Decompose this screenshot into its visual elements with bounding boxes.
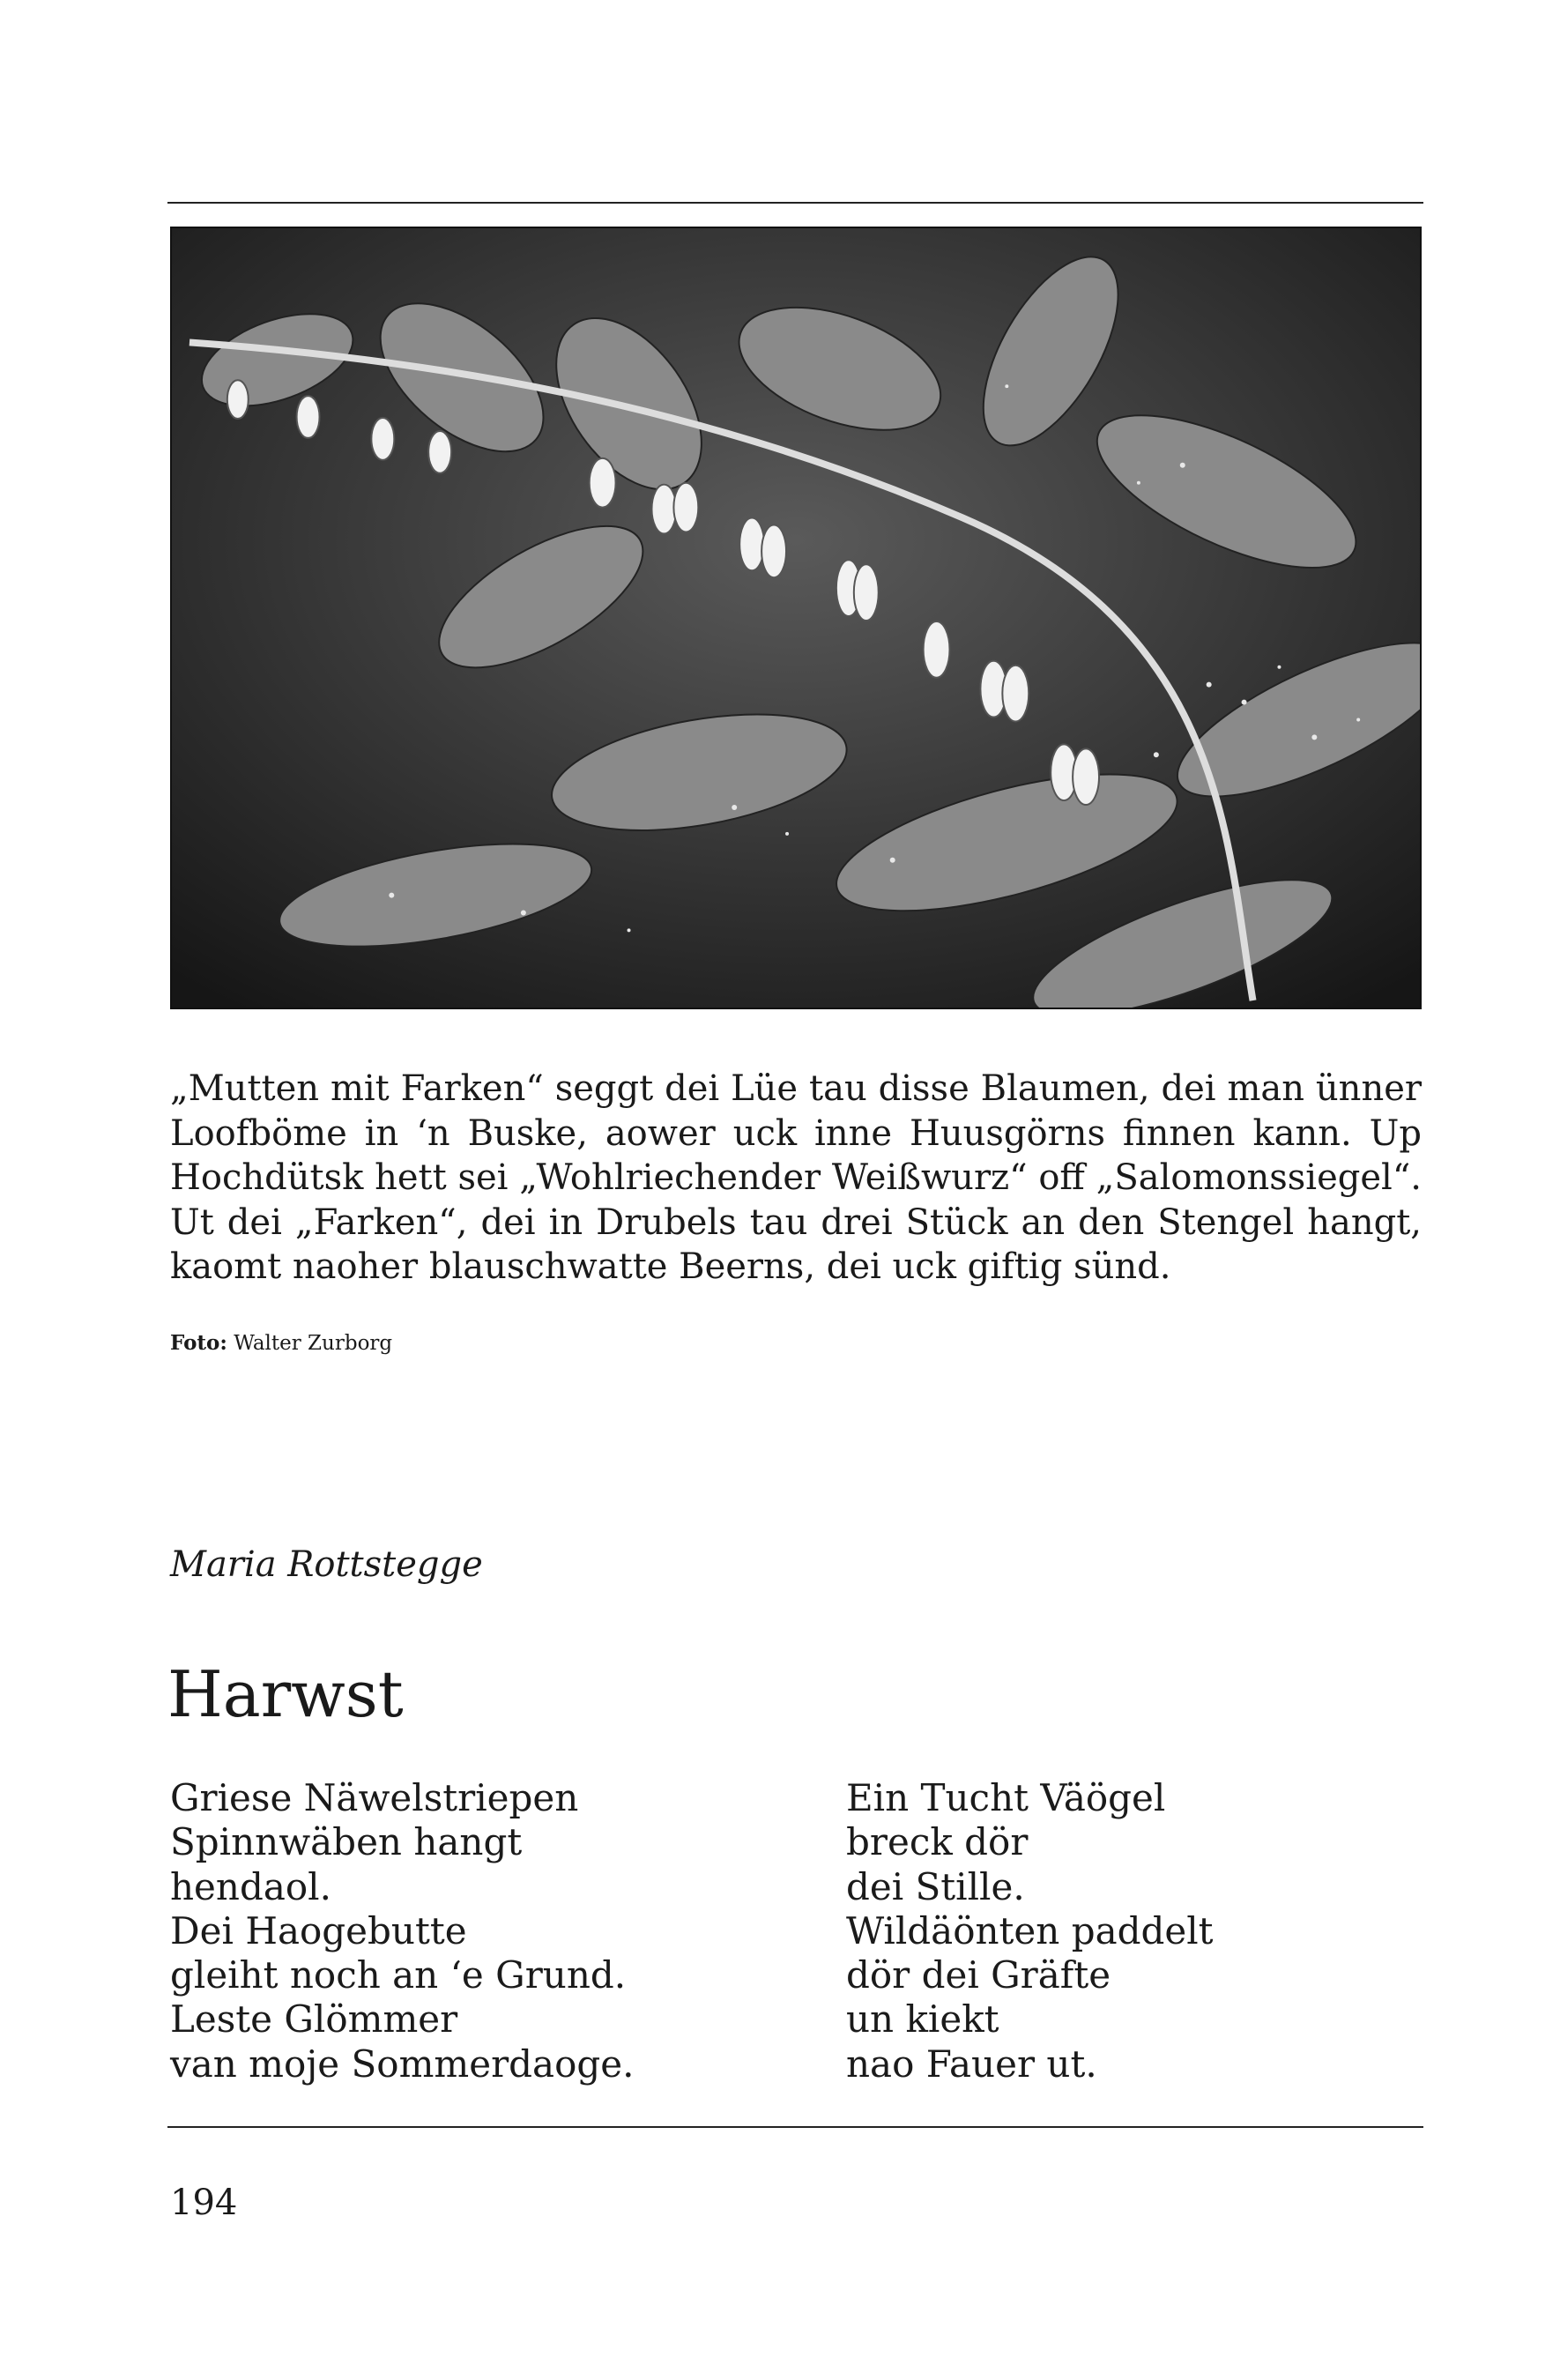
poem-line: Spinnwäben hangt <box>170 1820 523 1864</box>
flower-photo <box>170 227 1422 1009</box>
page-number: 194 <box>170 2183 238 2223</box>
poem-left-column <box>170 1776 634 2086</box>
poem-line: Griese Näwelstriepen <box>170 1776 579 1819</box>
top-rule <box>167 202 1423 204</box>
poem-right-column <box>846 1776 1214 2086</box>
poem-line: dör dei Gräfte <box>846 1953 1111 1997</box>
credit-label: Foto: <box>170 1331 227 1355</box>
photo-caption: „Mutten mit Farken“ seggt dei Lüe tau disse Blaumen, dei man ünner Loofböme in ‘n Buske, aower uck inne Huusgörns finnen kann. Up Hochdütsk hett sei „Wohlriechender Weißwurz“ off „Salomonssiegel“. Ut dei „Farken“, dei in Drubels tau drei Stück an den Stengel hangt, kaomt naoher blauschwatte Beerns, dei uck giftig sünd. <box>170 1068 1422 1287</box>
poem-line: nao Fauer ut. <box>846 2042 1097 2086</box>
poem-line: Dei Haogebutte <box>170 1908 467 1952</box>
poem-author: Maria Rottstegge <box>170 1544 483 1585</box>
poem-line: hendaol. <box>170 1864 331 1908</box>
credit-name: Walter Zurborg <box>234 1332 393 1355</box>
poem-line: breck dör <box>846 1820 1029 1864</box>
poem-line: dei Stille. <box>846 1864 1025 1908</box>
poem-line: un kiekt <box>846 1997 999 2042</box>
poem-line: van moje Sommerdaoge. <box>170 2042 635 2086</box>
bottom-rule <box>167 2126 1423 2128</box>
flower-photo-icon <box>172 228 1420 1008</box>
poem-line: Ein Tucht Väögel <box>846 1776 1166 1819</box>
poem-line: gleiht noch an ‘e Grund. <box>170 1953 627 1997</box>
photo-credit <box>170 1331 392 1355</box>
poem-title: Harwst <box>167 1657 404 1731</box>
poem-line: Leste Glömmer <box>170 1997 458 2042</box>
poem-line: Wildäönten paddelt <box>846 1908 1214 1952</box>
